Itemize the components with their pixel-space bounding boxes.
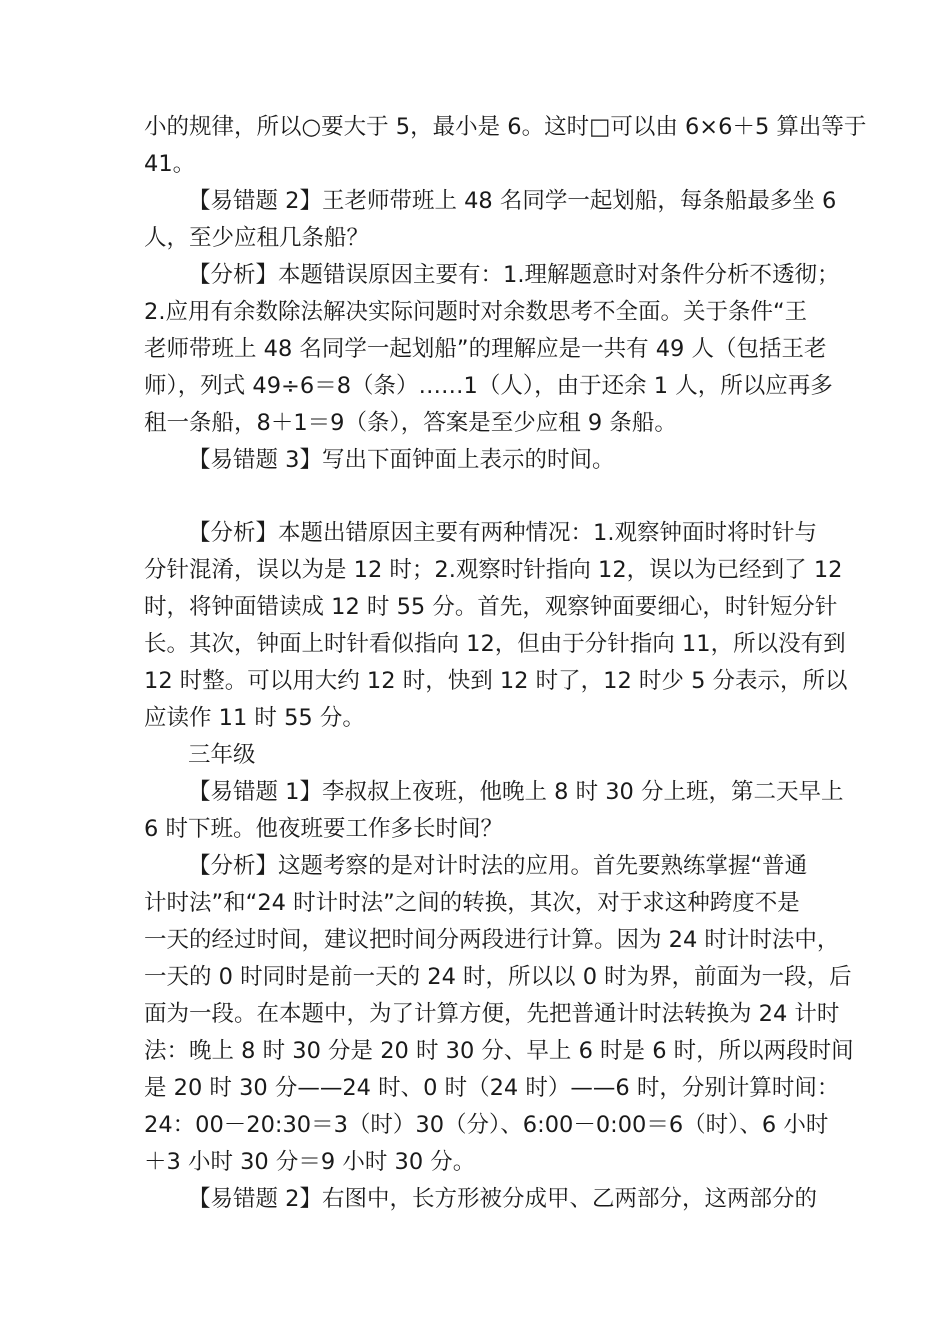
text-line: 法：晚上 8 时 30 分是 20 时 30 分、早上 6 时是 6 时，所以两段时间 (144, 1038, 854, 1064)
text-line: 【易错题 2】王老师带班上 48 名同学一起划船，每条船最多坐 6 (188, 188, 837, 214)
text-line: 应读作 11 时 55 分。 (144, 705, 365, 731)
text-line: ＋3 小时 30 分＝9 小时 30 分。 (144, 1149, 476, 1175)
section-heading: 三年级 (188, 742, 256, 768)
text-line: 2.应用有余数除法解决实际问题时对余数思考不全面。关于条件“王 (144, 299, 808, 325)
text-line: 计时法”和“24 时计时法”之间的转换，其次，对于求这种跨度不是 (144, 890, 800, 916)
text-line: 【易错题 1】李叔叔上夜班，他晚上 8 时 30 分上班，第二天早上 (188, 779, 844, 805)
text-line: 41。 (144, 151, 196, 177)
text-line: 一天的经过时间，建议把时间分两段进行计算。因为 24 时计时法中， (144, 927, 840, 953)
text-line: 【分析】本题错误原因主要有：1.理解题意时对条件分析不透彻； (188, 262, 840, 288)
text-line: 12 时整。可以用大约 12 时，快到 12 时了，12 时少 5 分表示，所以 (144, 668, 848, 694)
text-line: 小的规律，所以○要大于 5，最小是 6。这时□可以由 6×6＋5 算出等于 (144, 114, 867, 140)
text-line: 【易错题 2】右图中，长方形被分成甲、乙两部分，这两部分的 (188, 1186, 817, 1212)
text-line: 【分析】这题考察的是对计时法的应用。首先要熟练掌握“普通 (188, 853, 808, 879)
text-line: 24：00－20:30＝3（时）30（分）、6:00－0:00＝6（时）、6 小时 (144, 1112, 829, 1138)
text-line: 面为一段。在本题中，为了计算方便，先把普通计时法转换为 24 计时 (144, 1001, 840, 1027)
text-line: 长。其次，钟面上时针看似指向 12，但由于分针指向 11，所以没有到 (144, 631, 846, 657)
text-line: 老师带班上 48 名同学一起划船”的理解应是一共有 49 人（包括王老 (144, 336, 827, 362)
text-line: 一天的 0 时同时是前一天的 24 时，所以以 0 时为界，前面为一段，后 (144, 964, 852, 990)
text-line: 时，将钟面错读成 12 时 55 分。首先，观察钟面要细心，时针短分针 (144, 594, 838, 620)
text-line: 【易错题 3】写出下面钟面上表示的时间。 (188, 447, 615, 473)
text-line: 【分析】本题出错原因主要有两种情况：1.观察钟面时将时针与 (188, 520, 817, 546)
text-line: 租一条船，8＋1＝9（条），答案是至少应租 9 条船。 (144, 410, 677, 436)
text-line: 分针混淆，误以为是 12 时；2.观察时针指向 12，误以为已经到了 12 (144, 557, 843, 583)
text-line: 人，至少应租几条船？ (144, 225, 370, 251)
text-line: 是 20 时 30 分——24 时、0 时（24 时）——6 时，分别计算时间： (144, 1075, 840, 1101)
text-line: 师），列式 49÷6＝8（条）……1（人），由于还余 1 人，所以应再多 (144, 373, 833, 399)
text-line: 6 时下班。他夜班要工作多长时间？ (144, 816, 503, 842)
